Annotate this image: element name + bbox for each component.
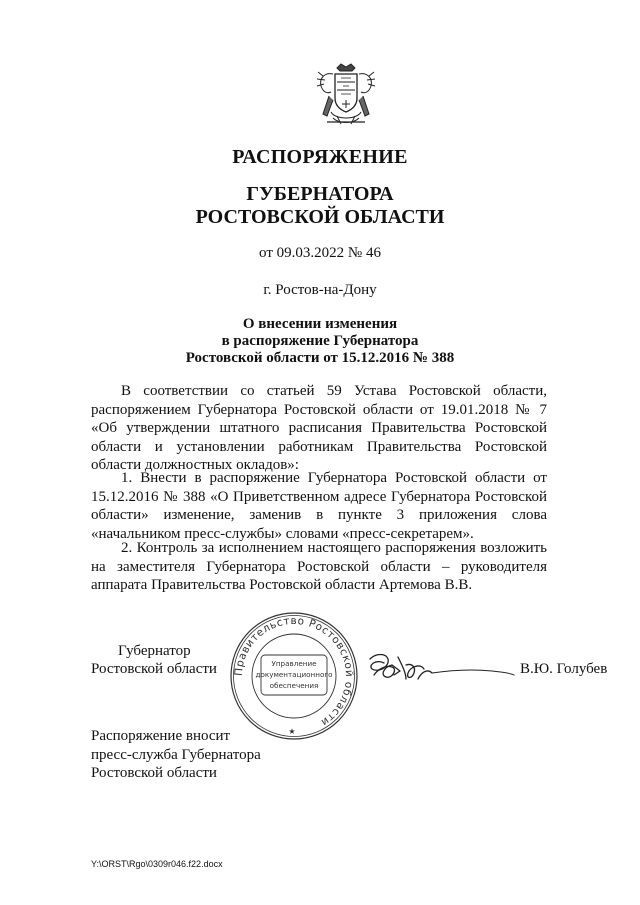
stamp-outer-text: Правительство Ростовской области (232, 614, 356, 729)
stamp-inner-line: Управление (271, 659, 317, 668)
handwritten-signature-icon (362, 645, 517, 693)
order-item-2: 2. Контроль за исполнением настоящего распоряжения возложить на заместителя Губернатора Ростовской области – руководителя аппарата Правительства Ростовской области Артемова В.В. (91, 540, 547, 593)
star-icon: ★ (288, 727, 296, 736)
order-item-1: 1. Внести в распоряжение Губернатора Ростовской области от 15.12.2016 № 388 «О Приветственном адресе Губернатора Ростовской области» изменение, заменив в пункте 3 приложения слова «начальником пресс-службы» словами «пресс-секретарем». (91, 470, 547, 542)
submitted-by-line: пресс-служба Губернатора (91, 746, 261, 763)
preamble-paragraph: В соответствии со статьей 59 Устава Ростовской области, распоряжением Губернатора Ростовской области от 19.01.2018 № 7 «Об утверждении штатного расписания Правительства Ростовской области и установлении работникам Правительства Ростовской области должностных окладов»: (91, 383, 547, 473)
file-path-footer: Y:\ORST\Rgo\0309r046.f22.docx (91, 859, 223, 869)
date-and-number: от 09.03.2022 № 46 (259, 245, 381, 261)
subject-line: в распоряжение Губернатора (221, 333, 419, 349)
coat-of-arms-icon (315, 62, 377, 128)
subject-line: Ростовской области от 15.12.2016 № 388 (185, 350, 455, 366)
submitted-by-block (91, 727, 261, 783)
signatory-title-line2: Ростовской области (91, 661, 217, 677)
stamp-inner-line: документационного (255, 670, 333, 679)
subject-line: О внесении изменения (242, 316, 398, 332)
signatory-name: В.Ю. Голубев (520, 661, 608, 677)
signatory-title-line1: Губернатор (118, 643, 191, 659)
document-type-heading: РАСПОРЯЖЕНИЕ (232, 146, 408, 168)
submitted-by-line: Распоряжение вносит (91, 728, 231, 744)
subject-title (0, 316, 640, 367)
issuer-heading-line2: РОСТОВСКОЙ ОБЛАСТИ (195, 206, 445, 228)
submitted-by-line: Ростовской области (91, 765, 217, 781)
issuer-heading-line1: ГУБЕРНАТОРА (246, 183, 394, 205)
official-stamp (228, 610, 360, 742)
city-name: г. Ростов-на-Дону (263, 282, 377, 298)
stamp-inner-line: обеспечения (269, 681, 319, 690)
